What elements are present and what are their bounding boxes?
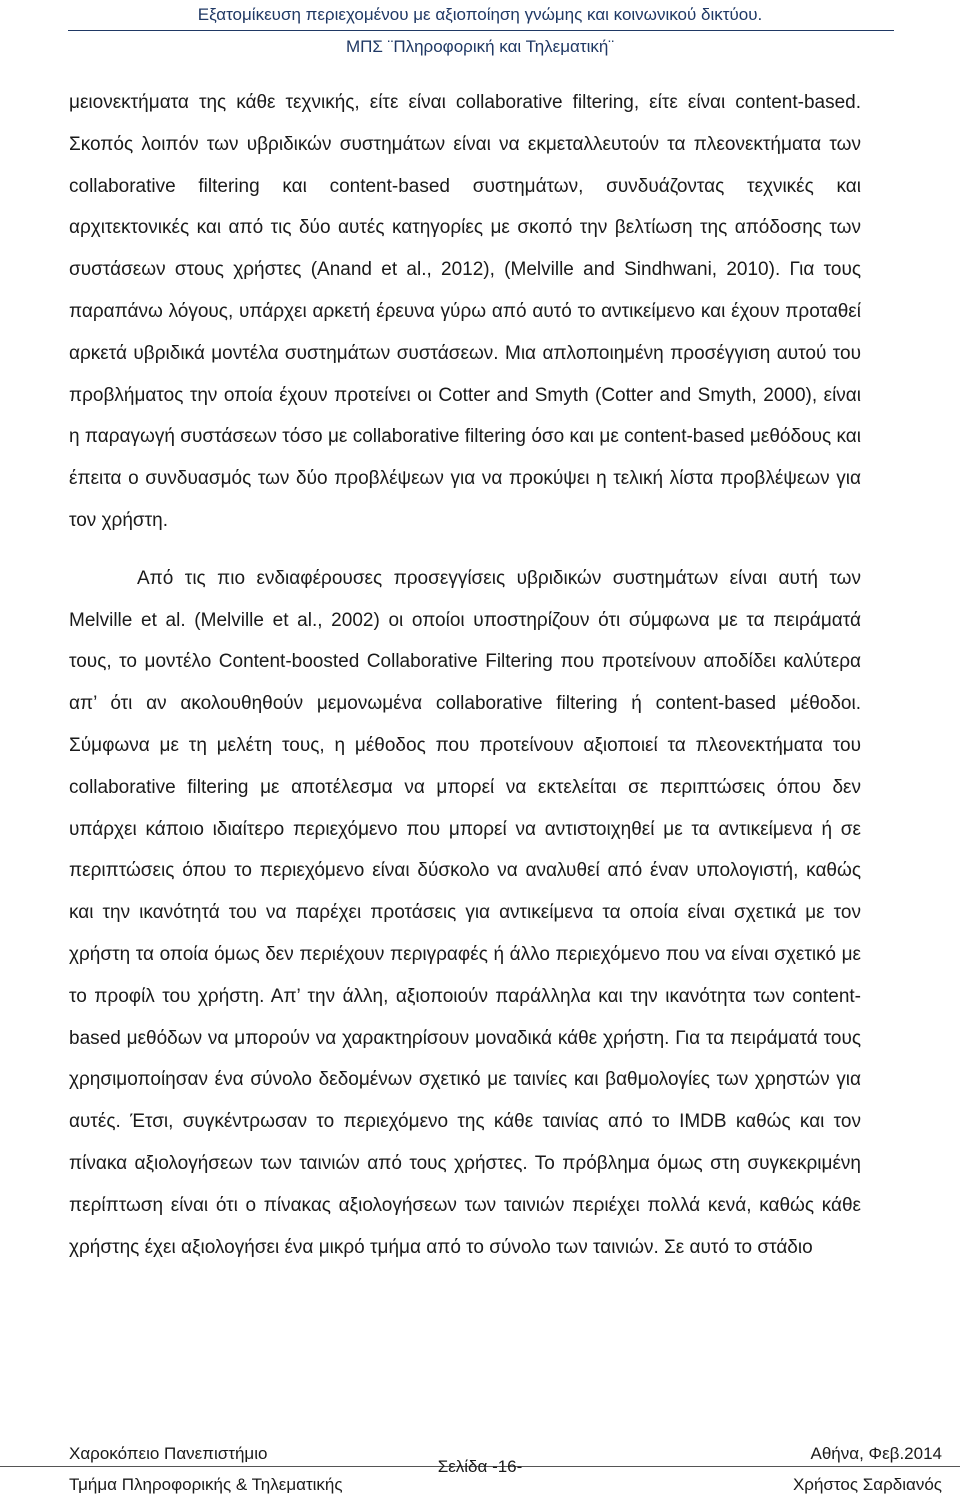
page-footer [0, 1438, 960, 1497]
footer-place-date: Αθήνα, Φεβ.2014 [810, 1444, 942, 1463]
document-body [69, 82, 861, 1268]
body-paragraph-continued: μειονεκτήματα της κάθε τεχνικής, είτε είναι collaborative filtering, είτε είναι content-based. Σκοπός λοιπόν των υβριδικών συστημάτων είναι να εκμεταλλευτούν τα πλεονεκτήματα των collaborative filtering και content-based συστημάτων, συνδυάζοντας τεχνικές και αρχιτεκτονικές και από τις δύο αυτές κατηγορίες με σκοπό την βελτίωση της απόδοσης των συστάσεων στους χρήστες (Anand et al., 2012), (Melville and Sindhwani, 2010). Για τους παραπάνω λόγους, υπάρχει αρκετή έρευνα γύρω από αυτό το αντικείμενο και έχουν προταθεί αρκετά υβριδικά μοντέλα συστημάτων συστάσεων. Μια απλοποιημένη προσέγγιση αυτού του προβλήματος την οποία έχουν προτείνει οι Cotter and Smyth (Cotter and Smyth, 2000), είναι η παραγωγή συστάσεων τόσο με collaborative filtering όσο και με content-based μεθόδους και έπειτα ο συνδυασμός των δύο προβλέψεων για να προκύψει η τελική λίστα προβλέψεων για τον χρήστη. [69, 92, 861, 531]
header-divider [68, 30, 894, 31]
header-program: ΜΠΣ ¨Πληροφορική και Τηλεματική¨ [345, 37, 614, 56]
footer-university: Χαροκόπειο Πανεπιστήμιο [69, 1444, 268, 1463]
header-title: Εξατομίκευση περιεχομένου με αξιοποίηση γνώμης και κοινωνικού δικτύου. [197, 5, 763, 24]
footer-department: Τμήμα Πληροφορικής & Τηλεματικής [69, 1475, 343, 1494]
body-paragraph: Από τις πιο ενδιαφέρουσες προσεγγίσεις υβριδικών συστημάτων είναι αυτή των Melville et al. (Melville et al., 2002) οι οποίοι υποστηρίζουν ότι σύμφωνα με τα πειράματά τους, το μοντέλο Content-boosted Collaborative Filtering που προτείνουν αποδίδει καλύτερα απ’ ότι αν ακολουθηθούν μεμονωμένα collaborative filtering ή content-based μέθοδοι. Σύμφωνα με τη μελέτη τους, η μέθοδος που προτείνουν αξιοποιεί τα πλεονεκτήματα του collaborative filtering με αποτέλεσμα να μπορεί να εκτελείται σε περιπτώσεις όπου δεν υπάρχει κάποιο ιδιαίτερο περιεχόμενο που μπορεί να αντιστοιχηθεί με τα αντικείμενα ή σε περιπτώσεις όπου το περιεχόμενο είναι δύσκολο να αναλυθεί από έναν υπολογιστή, καθώς και την ικανότητά του να παρέχει προτάσεις για αντικείμενα τα οποία είναι σχετικά με τον χρήστη τα οποία όμως δεν περιέχουν περιγραφές ή άλλο περιεχόμενο που να είναι σχετικό με το προφίλ του χρήστη. Απ’ την άλλη, αξιοποιούν παράλληλα και την ικανότητα των content-based μεθόδων να μπορούν να χαρακτηρίσουν μοναδικά κάθε χρήστη. Για τα πειράματά τους χρησιμοποίησαν ένα σύνολο δεδομένων σχετικό με ταινίες και βαθμολογίες των χρηστών για αυτές. Έτσι, συγκέντρωσαν το περιεχόμενο της κάθε ταινίας από το IMDB καθώς και τον πίνακα αξιολογήσεων των ταινιών από τους χρήστες. Το πρόβλημα όμως στη συγκεκριμένη περίπτωση είναι ότι ο πίνακας αξιολογήσεων των ταινιών περιέχει πολλά κενά, καθώς κάθε χρήστης έχει αξιολογήσει ένα μικρό τμήμα από το σύνολο των ταινιών. Σε αυτό το στάδιο [69, 567, 861, 1258]
footer-author: Χρήστος Σαρδιανός [792, 1475, 942, 1494]
page-number: Σελίδα -16- [437, 1457, 523, 1476]
